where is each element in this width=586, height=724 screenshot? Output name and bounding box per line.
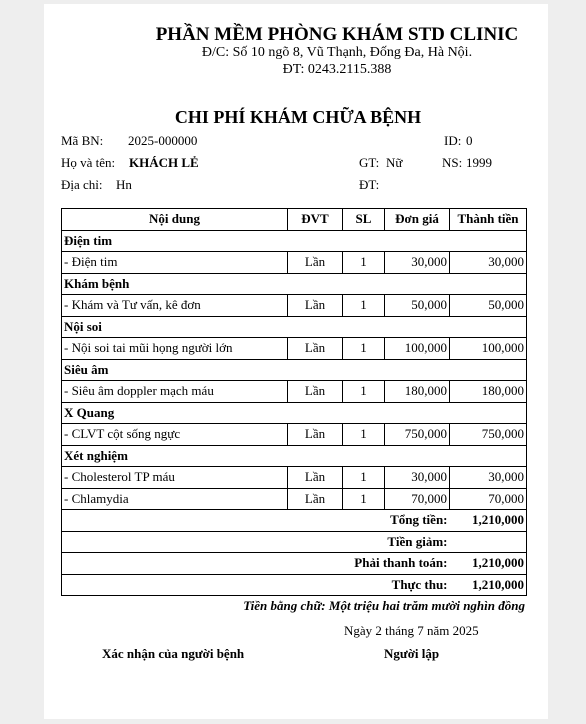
- patient-birth-label: NS:: [442, 155, 463, 170]
- clinic-name: PHẦN MỀM PHÒNG KHÁM STD CLINIC: [155, 24, 519, 45]
- group-row: [62, 445, 527, 467]
- group-name: Khám bệnh: [62, 273, 527, 295]
- item-name: - CLVT cột sống ngực: [62, 424, 288, 446]
- total-value: 1,210,000: [450, 510, 527, 532]
- item-amount: 70,000: [450, 488, 527, 510]
- header-amount: Thành tiền: [450, 209, 527, 231]
- patient-code-label: Mã BN:: [61, 133, 104, 148]
- patient-address: Hn: [116, 177, 132, 192]
- item-price: 180,000: [385, 381, 450, 403]
- payable-value: 1,210,000: [450, 553, 527, 575]
- group-name: Siêu âm: [62, 359, 527, 381]
- group-name: X Quang: [62, 402, 527, 424]
- item-qty: 1: [343, 488, 385, 510]
- discount-row: [62, 531, 527, 553]
- group-row: [62, 359, 527, 381]
- patient-phone-label: ĐT:: [359, 177, 380, 192]
- item-unit: Lần: [288, 467, 343, 489]
- patient-id: 0: [466, 133, 473, 148]
- table-row: [62, 252, 527, 274]
- item-amount: 50,000: [450, 295, 527, 317]
- item-price: 30,000: [385, 252, 450, 274]
- group-name: Nội soi: [62, 316, 527, 338]
- item-unit: Lần: [288, 252, 343, 274]
- item-amount: 30,000: [450, 252, 527, 274]
- payable-label: Phải thanh toán:: [62, 553, 450, 575]
- patient-code: 2025-000000: [128, 133, 198, 148]
- patient-id-label: ID:: [444, 133, 462, 148]
- item-price: 750,000: [385, 424, 450, 446]
- item-unit: Lần: [288, 424, 343, 446]
- patient-name-label: Họ và tên:: [61, 155, 116, 170]
- item-unit: Lần: [288, 488, 343, 510]
- header-quantity: SL: [343, 209, 385, 231]
- payable-row: [62, 553, 527, 575]
- clinic-phone: ĐT: 0243.2115.388: [282, 62, 392, 77]
- item-amount: 750,000: [450, 424, 527, 446]
- item-qty: 1: [343, 252, 385, 274]
- patient-gender-label: GT:: [359, 155, 380, 170]
- document-title: CHI PHÍ KHÁM CHỮA BỆNH: [174, 107, 422, 127]
- header-unit: ĐVT: [288, 209, 343, 231]
- item-unit: Lần: [288, 295, 343, 317]
- table-row: [62, 338, 527, 360]
- item-name: - Siêu âm doppler mạch máu: [62, 381, 288, 403]
- total-label: Tổng tiền:: [62, 510, 450, 532]
- item-name: - Cholesterol TP máu: [62, 467, 288, 489]
- table-header-row: [62, 209, 527, 231]
- header-description: Nội dung: [62, 209, 288, 231]
- table-row: [62, 381, 527, 403]
- received-label: Thực thu:: [62, 574, 450, 596]
- item-unit: Lần: [288, 338, 343, 360]
- item-price: 70,000: [385, 488, 450, 510]
- creator-signature-label: Người lập: [384, 646, 440, 661]
- group-name: Điện tim: [62, 230, 527, 252]
- item-qty: 1: [343, 467, 385, 489]
- table-row: [62, 467, 527, 489]
- item-name: - Khám và Tư vấn, kê đơn: [62, 295, 288, 317]
- received-row: [62, 574, 527, 596]
- item-name: - Nội soi tai mũi họng người lớn: [62, 338, 288, 360]
- item-amount: 100,000: [450, 338, 527, 360]
- item-unit: Lần: [288, 381, 343, 403]
- patient-gender: Nữ: [386, 155, 403, 170]
- clinic-address: Đ/C: Số 10 ngõ 8, Vũ Thạnh, Đống Đa, Hà Nội.: [201, 45, 473, 60]
- item-amount: 30,000: [450, 467, 527, 489]
- item-name: - Chlamydia: [62, 488, 288, 510]
- table-row: [62, 295, 527, 317]
- item-qty: 1: [343, 338, 385, 360]
- item-name: - Điện tim: [62, 252, 288, 274]
- patient-signature-label: Xác nhận của người bệnh: [102, 646, 245, 661]
- group-row: [62, 402, 527, 424]
- group-row: [62, 273, 527, 295]
- item-price: 50,000: [385, 295, 450, 317]
- discount-label: Tiền giảm:: [62, 531, 450, 553]
- table-row: [62, 424, 527, 446]
- item-price: 30,000: [385, 467, 450, 489]
- group-row: [62, 230, 527, 252]
- patient-address-label: Địa chỉ:: [61, 177, 103, 192]
- group-name: Xét nghiệm: [62, 445, 527, 467]
- charges-table: [61, 208, 527, 596]
- item-price: 100,000: [385, 338, 450, 360]
- total-row: [62, 510, 527, 532]
- group-row: [62, 316, 527, 338]
- item-qty: 1: [343, 295, 385, 317]
- item-qty: 1: [343, 424, 385, 446]
- header-unit-price: Đơn giá: [385, 209, 450, 231]
- item-amount: 180,000: [450, 381, 527, 403]
- patient-birth: 1999: [466, 155, 492, 170]
- receipt-date: Ngày 2 tháng 7 năm 2025: [344, 623, 479, 638]
- patient-name: KHÁCH LẺ: [129, 155, 199, 170]
- discount-value: [450, 531, 527, 553]
- received-value: 1,210,000: [450, 574, 527, 596]
- table-row: [62, 488, 527, 510]
- item-qty: 1: [343, 381, 385, 403]
- amount-in-words: Tiền bằng chữ: Một triệu hai trăm mười nghìn đồng: [243, 598, 525, 613]
